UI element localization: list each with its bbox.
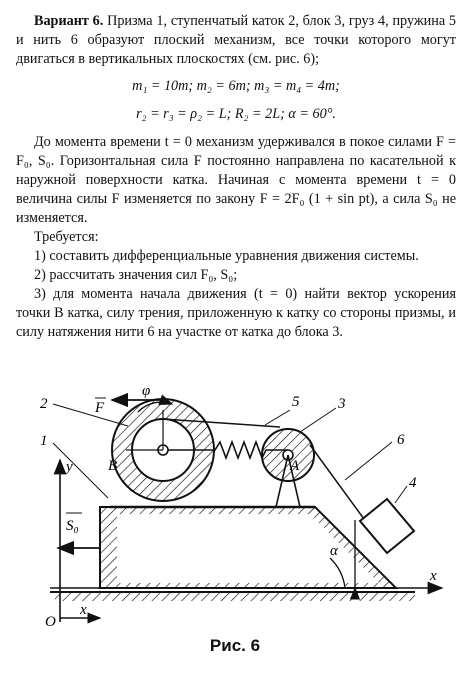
- leader-5: [265, 410, 290, 425]
- label-1: 1: [40, 433, 48, 449]
- figure-caption: Рис. 6: [209, 636, 261, 655]
- leader-3: [300, 408, 336, 432]
- ground-hatch: [55, 592, 415, 601]
- label-y: y: [66, 459, 73, 475]
- label-4: 4: [409, 475, 417, 491]
- intro-text: Призма 1, ступенчатый каток 2, блок 3, груз 4, пружина 5 и нить 6 образуют плоский механизм, все точки которого могут двигаться в вертикальных плоскостях (см. рис. 6);: [16, 13, 457, 67]
- label-x-origin: x: [80, 602, 87, 618]
- variant-label: Вариант 6.: [34, 13, 104, 29]
- label-x-axis: x: [430, 568, 437, 584]
- label-3: 3: [338, 396, 346, 412]
- leader-1: [53, 443, 108, 498]
- required-heading: Требуется:: [34, 229, 99, 245]
- task-item-2: 2) рассчитать значения сил F₀, S₀;: [34, 267, 238, 283]
- load: [360, 499, 414, 553]
- label-2: 2: [40, 396, 48, 412]
- task-item-1: 1) составить дифференциальные уравнения движения системы.: [34, 248, 419, 264]
- label-6: 6: [397, 432, 405, 448]
- label-s0: S₀: [66, 518, 79, 534]
- intro-paragraph: [16, 12, 456, 69]
- label-alpha: α: [330, 543, 338, 559]
- label-f: F: [95, 400, 105, 416]
- label-phi: φ: [142, 383, 151, 399]
- prism-inner: [117, 514, 379, 583]
- leader-2: [53, 404, 128, 426]
- problem-text: [16, 12, 456, 342]
- label-5: 5: [292, 394, 300, 410]
- label-b: B: [108, 458, 118, 474]
- mechanism-figure: [0, 355, 470, 674]
- formula-radii: r₂ = r₃ = ρ₂ = L; R₂ = 2L; α = 60°.: [136, 106, 336, 122]
- leader-4: [395, 486, 407, 503]
- label-o: O: [45, 614, 56, 630]
- label-a: A: [290, 458, 300, 474]
- formula-masses: m₁ = 10m; m₂ = 6m; m₃ = m₄ = 4m;: [132, 78, 340, 94]
- task-item-3: 3) для момента начала движения (t = 0) найти вектор ускорения точки B катка, силу трения, приложенную к катку со стороны призмы, и силу натяжения нити 6 на участке от катка до блока 3.: [16, 286, 456, 340]
- conditions-paragraph: До момента времени t = 0 механизм удерживался в покое силами F = F₀, S₀. Горизонтальная сила F постоянно направлена по касательной к наружной поверхности катка. Начиная с момента времени t = 0 величина силы F изменяется по закону F = 2F₀ (1 + sin pt), а сила S₀ не изменяется.: [16, 134, 456, 226]
- leader-6: [345, 442, 392, 480]
